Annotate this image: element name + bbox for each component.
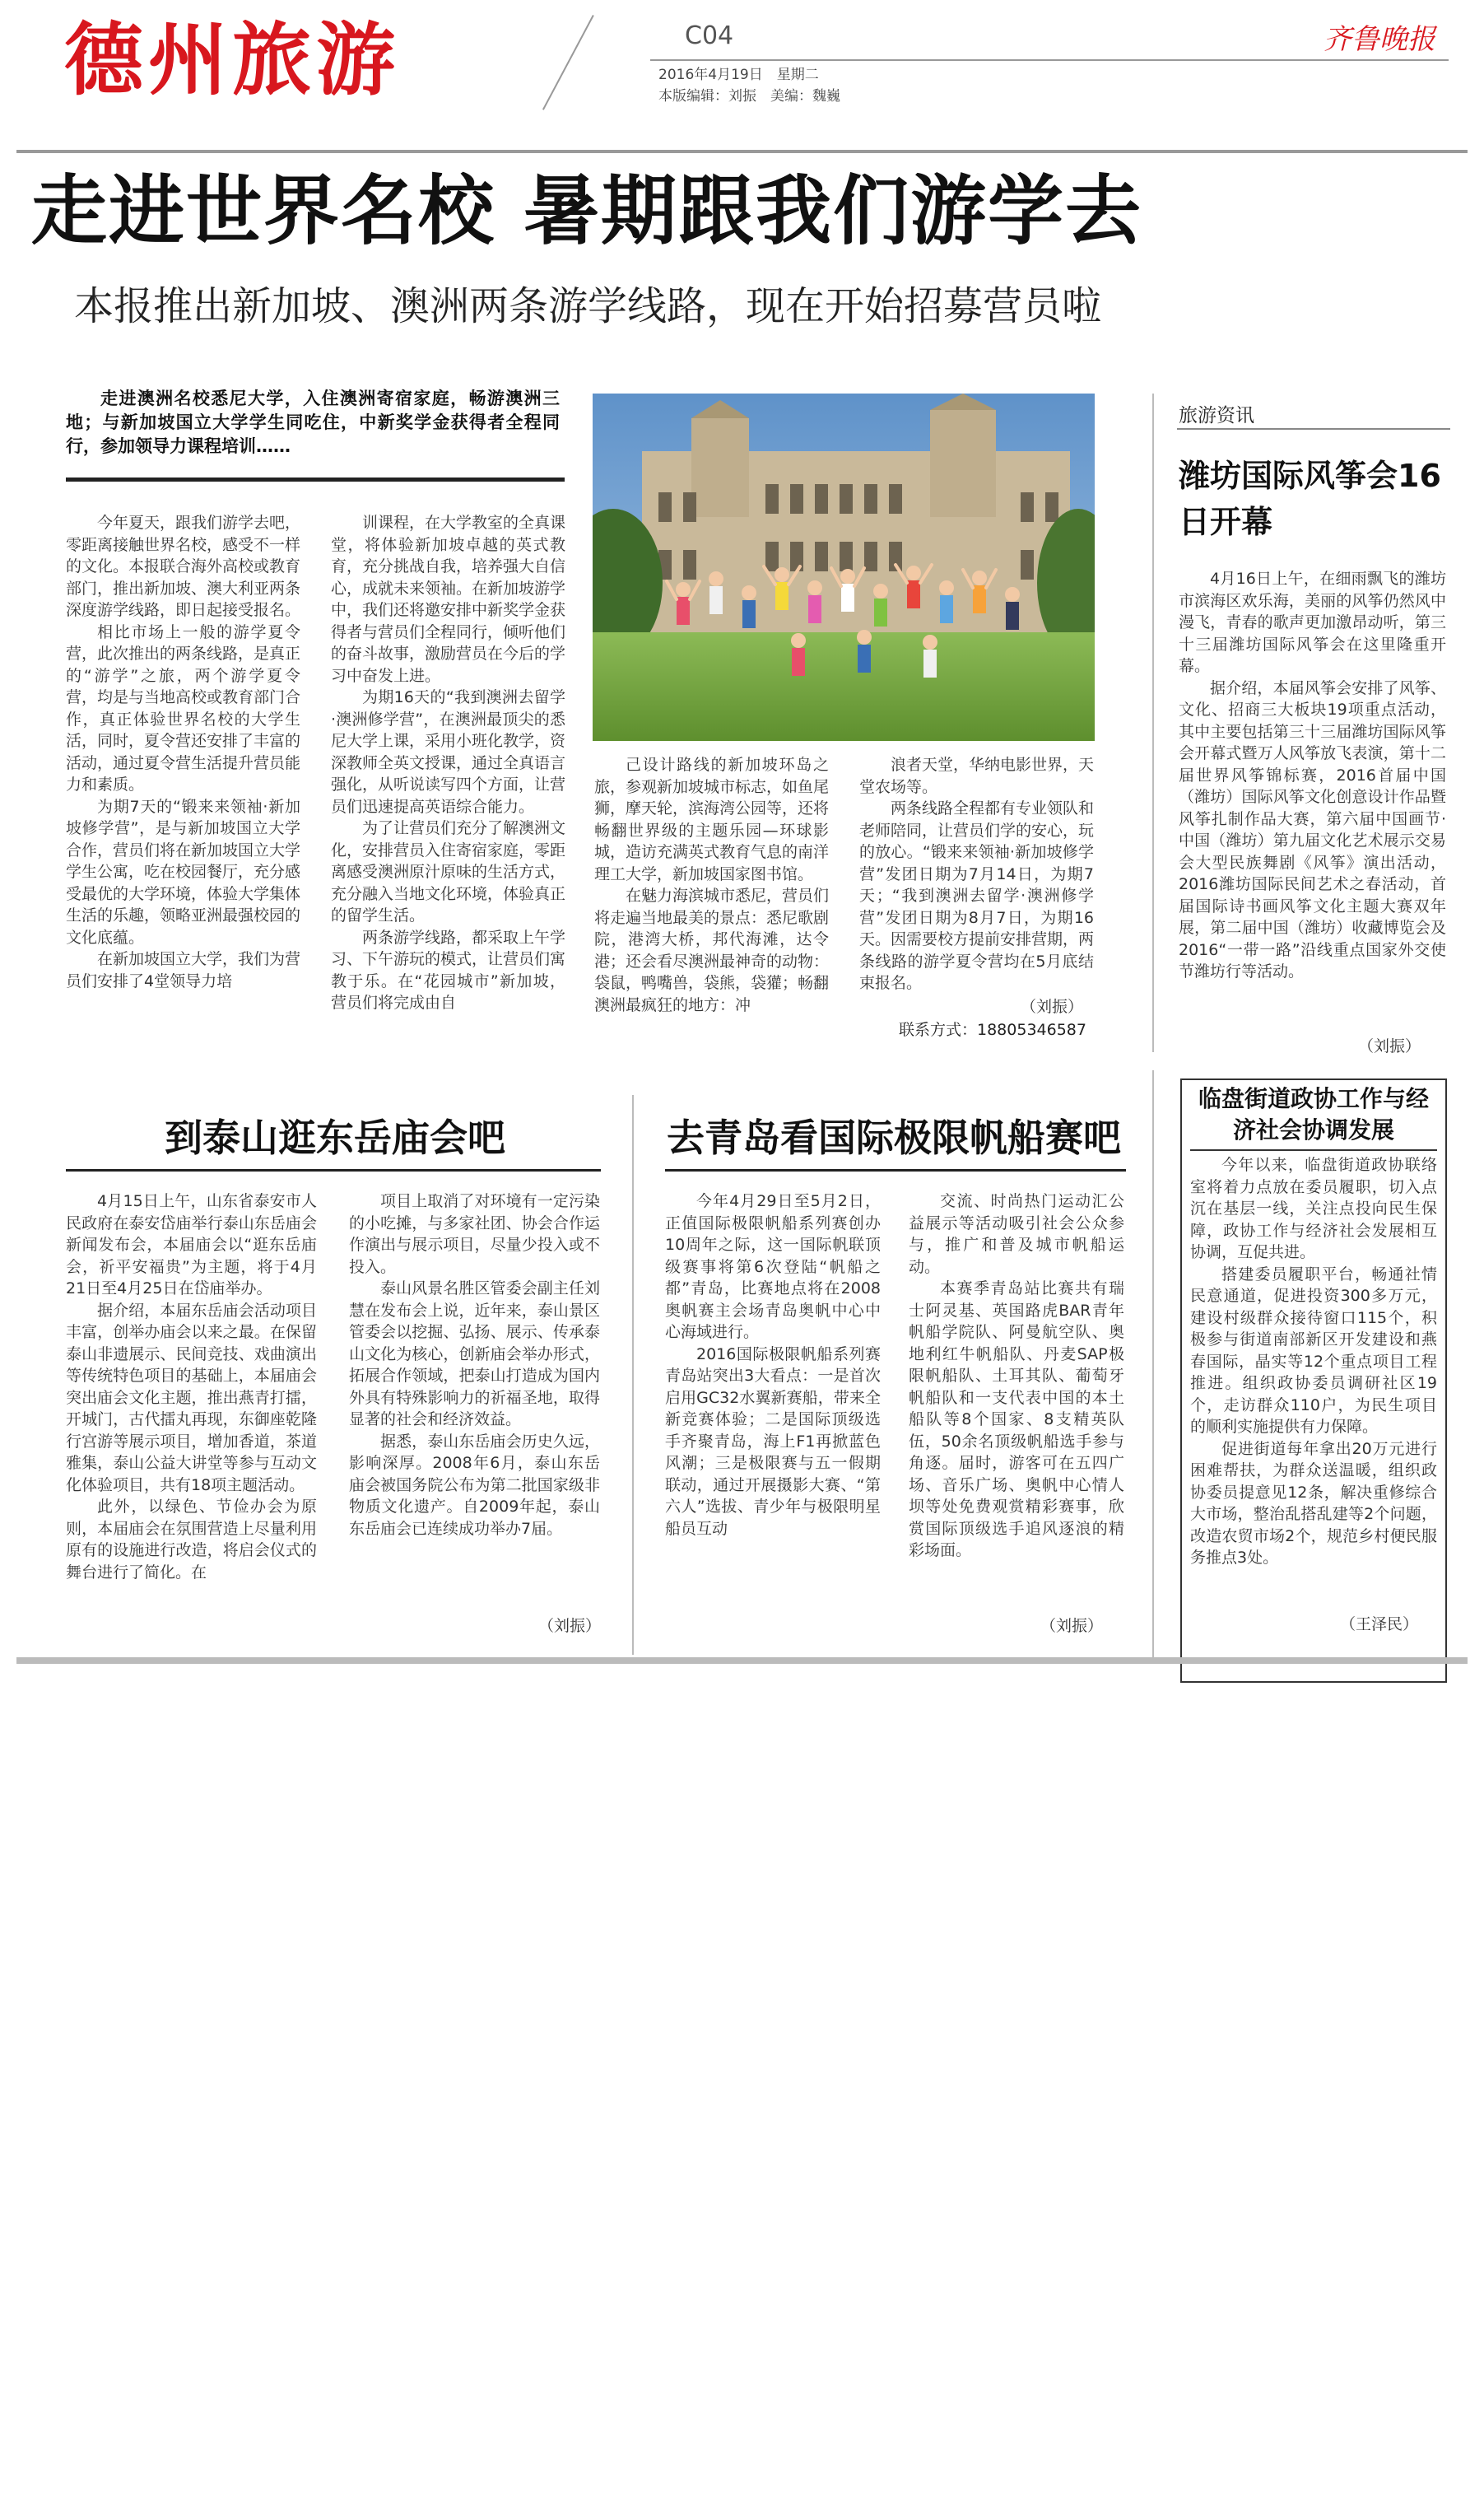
paragraph: 两条游学线路，都采取上午学习、下午游玩的模式，让营员们寓教于乐。在“花园城市”新加坡，营员们将完成由自 — [331, 928, 565, 1012]
sidebar-headline: 潍坊国际风筝会16日开幕 — [1179, 458, 1441, 540]
paragraph: 为了让营员们充分了解澳洲文化，安排营员入住寄宿家庭，零距离感受澳洲原汁原味的生活方式，充分融入当地文化环境，体验真正的留学生活。 — [331, 819, 565, 925]
headline: 走进世界名校 暑期跟我们游学去 — [31, 167, 1143, 255]
masthead-title: 德州旅游 — [64, 14, 400, 106]
taishan-headline: 到泰山逛东岳庙会吧 — [165, 1116, 505, 1160]
column-divider — [1152, 394, 1154, 1052]
paragraph: 4月15日上午，山东省泰安市人民政府在泰安岱庙举行泰山东岳庙会新闻发布会，本届庙会以“逛东岳庙会，祈平安福贵”为主题，将于4月21日至4月25日在岱庙举办。 — [66, 1192, 317, 1297]
column-divider — [632, 1095, 634, 1655]
paragraph: 本赛季青岛站比赛共有瑞士阿灵基、英国路虎BAR青年帆船学院队、阿曼航空队、奥地利红牛帆船队、丹麦SAP极限帆船队、土耳其队、葡萄牙帆船队和一支代表中国的本土船队等8个国家、8支精英队伍，50余名顶级帆船选手参与角逐。届时，游客可在五四广场、音乐广场、奥帆中心情人坝等处免费观赏精彩赛事，欣赏国际顶级选手追风逐浪的精彩场面。 — [909, 1279, 1124, 1559]
qingdao-headline: 去青岛看国际极限帆船赛吧 — [667, 1116, 1121, 1160]
paragraph: 两条线路全程都有专业领队和老师陪同，让营员们学的安心，玩的放心。“锻来来领袖·新加坡修学营”发团日期为7月14日，为期7天；“我到澳洲去留学·澳洲修学营”发团日期为8月7日，为期16天。因需要校方提前安排营期，两条线路的游学夏令营均在5月底结束报名。 — [859, 799, 1094, 992]
paragraph: 泰山风景名胜区管委会副主任刘慧在发布会上说，近年来，泰山景区管委会以挖掘、弘扬、展示、传承泰山文化为核心，创新庙会举办形式，拓展合作领域，把泰山打造成为国内外具有特殊影响力的祈福圣地，取得显著的社会和经济效益。 — [349, 1279, 600, 1428]
qingdao-signature: （刘振） — [1040, 1617, 1104, 1635]
paragraph: 2016国际极限帆船系列赛青岛站突出3大看点：一是首次启用GC32水翼新赛船，带来全新竞赛体验；二是国际顶级选手齐聚青岛，海上F1再掀蓝色风潮；三是极限赛与五一假期联动，通过开展摄影大赛、“第六人”选拔、青少年与极限明星船员互动 — [665, 1344, 881, 1538]
paragraph: 今年以来，临盘街道政协联络室将着力点放在委员履职，切入点沉在基层一线，关注点投向民生保障，政协工作与经济社会发展相互协调，互促共进。 — [1190, 1156, 1437, 1261]
main-signature: （刘振） — [1021, 998, 1084, 1016]
news-photo — [593, 394, 1095, 741]
paragraph: 为期7天的“锻来来领袖·新加坡修学营”，是与新加坡国立大学合作，营员们将在新加坡国立大学学生公寓，吃在校园餐厅，充分感受最优的大学环境，体验大学集体生活的乐趣，领略亚洲最强校园的文化底蕴。 — [66, 797, 300, 947]
paragraph: 浪者天堂，华纳电影世界，天堂农场等。 — [859, 756, 1094, 796]
column-divider — [1152, 1070, 1154, 1663]
bottom-rule — [16, 1657, 1468, 1664]
masthead-divider — [542, 15, 594, 110]
paragraph: 据介绍，本届东岳庙会活动项目丰富，创举办庙会以来之最。在保留泰山非遗展示、民间竞技、戏曲演出等传统特色项目的基础上，本届庙会突出庙会文化主题，推出燕青打擂，开城门，古代擂丸再现，东御座乾隆行宫游等展示项目，增加香道，茶道雅集，泰山公益大讲堂等参与互动文化体验项目，共有18项主题活动。 — [66, 1301, 317, 1494]
newspaper-logo: 齐鲁晚报 — [1324, 23, 1435, 56]
page-code: C04 — [685, 21, 734, 50]
sidebar-rule — [1177, 428, 1450, 430]
paragraph: 交流、时尚热门运动汇公益展示等活动吸引社会公众参与，推广和普及城市帆船运动。 — [909, 1192, 1124, 1276]
subheadline: 本报推出新加坡、澳洲两条游学线路，现在开始招募营员啦 — [74, 283, 1102, 329]
sidebar-signature: （刘振） — [1358, 1037, 1421, 1055]
students-jumping-photo — [593, 394, 1095, 741]
paragraph: 在魅力海滨城市悉尼，营员们将走遍当地最美的景点：悉尼歌剧院，港湾大桥，邦代海滩，达令港；还会看尽澳洲最神奇的动物：袋鼠，鸭嘴兽，袋熊，袋獾；畅翻澳洲最疯狂的地方：冲 — [594, 887, 829, 1014]
boxed-signature: （王泽民） — [1340, 1612, 1418, 1634]
lead-text: 走进澳洲名校悉尼大学，入住澳洲寄宿家庭，畅游澳洲三地；与新加坡国立大学学生同吃住，中新奖学金获得者全程同行，参加领导力课程培训…… — [66, 389, 560, 456]
contact-line: 联系方式：18805346587 — [899, 1021, 1086, 1039]
lead-paragraph — [66, 387, 560, 459]
paragraph: 据介绍，本届风筝会安排了风筝、文化、招商三大板块19项重点活动，其中主要包括第三十三届潍坊国际风筝会开幕式暨万人风筝放飞表演，第十二届世界风筝锦标赛，2016首届中国（潍坊）国际风筝文化创意设计作品暨风筝扎制作品大赛，第六届中国画节·中国（潍坊）第九届文化艺术展示交易会大型民族舞剧《风筝》演出活动，2016潍坊国际民间艺术之春活动，首届国际诗书画风筝文化主题大赛双年展，第二届中国（潍坊）收藏博览会及2016“一带一路”沿线重点国家外交使节潍坊行等活动。 — [1179, 678, 1446, 981]
main-article-col3 — [594, 754, 829, 1042]
lead-rule — [66, 478, 565, 482]
paragraph: 今年4月29日至5月2日，正值国际极限帆船系列赛创办10周年之际，这一国际帆联顶级赛事将第6次登陆“帆船之都”青岛，比赛地点将在2008奥帆赛主会场青岛奥帆中心中心海域进行。 — [665, 1192, 881, 1341]
top-rule — [16, 150, 1468, 153]
main-article-col4 — [859, 754, 1094, 1001]
boxed-headline: 临盘街道政协工作与经济社会协调发展 — [1198, 1085, 1429, 1144]
taishan-col2 — [349, 1190, 600, 1635]
sidebar-article — [1179, 568, 1446, 1029]
paragraph: 在新加坡国立大学，我们为营员们安排了4堂领导力培 — [66, 950, 300, 990]
paragraph: 4月16日上午，在细雨飘飞的潍坊市滨海区欢乐海，美丽的风筝仍然风中漫飞，青春的歌声更加激昂动听，第三十三届潍坊国际风筝会在这里隆重开幕。 — [1179, 570, 1446, 675]
boxed-rule — [1190, 1149, 1437, 1151]
qingdao-rule — [665, 1169, 1126, 1172]
qingdao-col1 — [665, 1190, 881, 1635]
main-article-col2 — [331, 512, 565, 1039]
paragraph: 为期16天的“我到澳洲去留学·澳洲修学营”，在澳洲最顶尖的悉尼大学上课，采用小班化教学，资深教师全英文授课，通过全真语言强化，从听说读写四个方面，让营员们迅速提高英语综合能力。 — [331, 688, 565, 816]
paragraph: 搭建委员履职平台，畅通社情民意通道，促进投资300多万元，建设村级群众接待窗口115个，积极参与街道南部新区开发建设和燕春国际，晶实等12个重点项目工程推进。组织政协委员调研社区19个，走访群众110户，为民生项目的顺利实施提供有力保障。 — [1190, 1265, 1437, 1436]
paragraph: 项目上取消了对环境有一定污染的小吃摊，与多家社团、协会合作运作演出与展示项目，尽量少投入或不投入。 — [349, 1192, 600, 1276]
taishan-rule — [66, 1169, 601, 1172]
paragraph: 据悉，泰山东岳庙会历史久远，影响深厚。2008年6月，泰山东岳庙会被国务院公布为第二批国家级非物质文化遗产。自2009年起，泰山东岳庙会已连续成功举办7届。 — [349, 1432, 600, 1538]
taishan-col1 — [66, 1190, 317, 1635]
date-line: 2016年4月19日 星期二 — [658, 67, 819, 83]
editor-line: 本版编辑：刘振 美编：魏巍 — [658, 88, 840, 105]
masthead-rule — [650, 59, 1449, 61]
paragraph: 相比市场上一般的游学夏令营，此次推出的两条线路，是真正的“游学”之旅，两个游学夏令营，均是与当地高校或教育部门合作，真正体验世界名校的大学生活，同时，夏令营还安排了丰富的活动，通过夏令营生活提升营员能力和素质。 — [66, 622, 300, 794]
paragraph: 此外，以绿色、节俭办会为原则，本届庙会在氛围营造上尽量利用原有的设施进行改造，将启会仪式的舞台进行了简化。在 — [66, 1498, 317, 1582]
qingdao-col2 — [909, 1190, 1124, 1635]
boxed-article-text — [1190, 1154, 1437, 1644]
paragraph: 己设计路线的新加坡环岛之旅，参观新加坡城市标志，如鱼尾狮，摩天轮，滨海湾公园等，还将畅翻世界级的主题乐园—环球影城，造访充满英式教育气息的南洋理工大学，新加坡国家图书馆。 — [594, 756, 829, 883]
paragraph: 促进街道每年拿出20万元进行困难帮扶，为群众送温暖，组织政协委员提意见12条，解决重修综合大市场，整治乱搭乱建等2个问题，改造农贸市场2个，规范乡村便民服务推点3处。 — [1190, 1439, 1437, 1567]
paragraph: 今年夏天，跟我们游学去吧，零距离接触世界名校，感受不一样的文化。本报联合海外高校或教育部门，推出新加坡、澳大利亚两条深度游学线路，即日起接受报名。 — [66, 514, 300, 619]
main-article-col1 — [66, 512, 300, 1039]
paragraph: 训课程，在大学教室的全真课堂，将体验新加坡卓越的英式教育，充分挑战自我，培养强大自信心，成就未来领袖。在新加坡游学中，我们还将邀安排中新奖学金获得者与营员们全程同行，倾听他们的奋斗故事，激励营员在今后的学习中奋发上进。 — [331, 514, 565, 685]
sidebar-tag: 旅游资讯 — [1179, 405, 1254, 426]
taishan-signature: （刘振） — [538, 1617, 602, 1635]
masthead-meta — [658, 64, 840, 107]
